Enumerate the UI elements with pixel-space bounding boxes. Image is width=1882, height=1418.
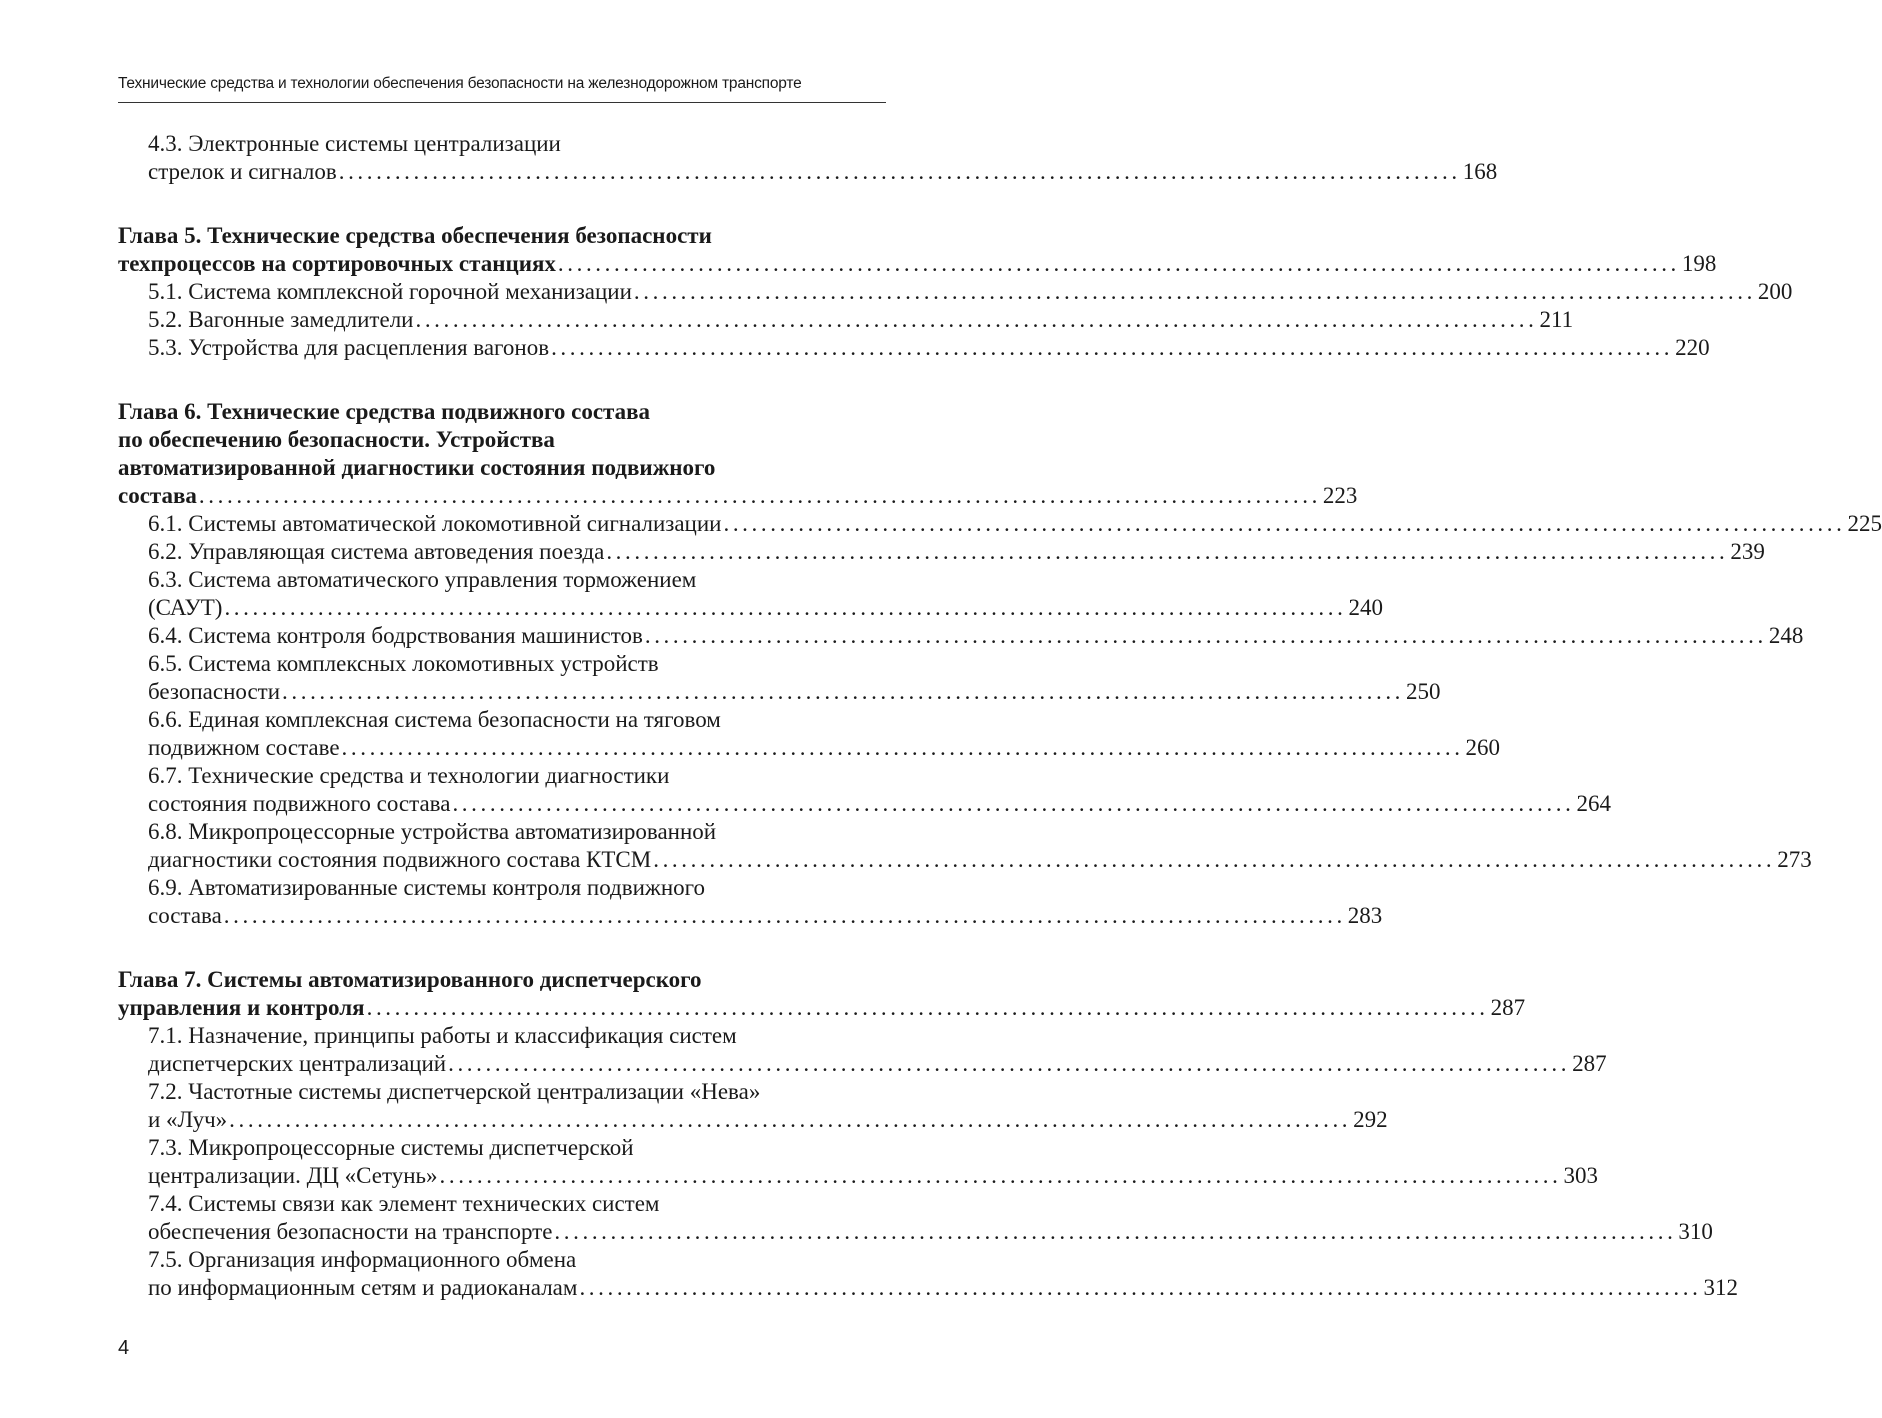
toc-entry-7-5-line1: 7.5. Организация информационного обмена (148, 1247, 577, 1272)
dot-leader: ........................................................................................................................ (633, 279, 1756, 304)
toc-page-number: 292 (1353, 1107, 1388, 1132)
toc-entry-title: стрелок и сигналов (148, 159, 337, 184)
toc-page-number: 223 (1322, 483, 1358, 508)
toc-entry-6-6[interactable] (118, 734, 1501, 762)
dot-leader: ........................................................................................................................ (366, 995, 1489, 1020)
toc-page-number: 250 (1406, 679, 1441, 704)
toc-entry-7-3[interactable] (118, 1162, 1598, 1190)
dot-leader: ........................................................................................................................ (198, 483, 1321, 508)
toc-entry-5-1[interactable] (118, 278, 1793, 306)
toc-entry-title: (САУТ) (148, 595, 223, 620)
toc-entry-6-9[interactable] (118, 902, 1383, 930)
toc-entry-7-1-line1: 7.1. Назначение, принципы работы и классификация систем (148, 1023, 737, 1048)
toc-entry-4-3-line1: 4.3. Электронные системы централизации (148, 131, 561, 156)
toc-entry-title: централизации. ДЦ «Сетунь» (148, 1163, 438, 1188)
toc-page-number: 200 (1757, 279, 1793, 304)
toc-chapter-title: управления и контроля (118, 995, 365, 1020)
dot-leader: ........................................................................................................................ (551, 335, 1674, 360)
toc-chapter-6[interactable] (118, 482, 1358, 510)
section-gap (118, 186, 884, 222)
dot-leader: ........................................................................................................................ (723, 511, 1846, 536)
dot-leader: ........................................................................................................................ (557, 251, 1680, 276)
dot-leader: ........................................................................................................................ (644, 623, 1767, 648)
toc-page-number: 198 (1681, 251, 1717, 276)
toc-entry-6-1[interactable] (118, 510, 1882, 538)
dot-leader: ........................................................................................................................ (606, 539, 1729, 564)
toc-entry-7-3-line1: 7.3. Микропроцессорные системы диспетчерской (148, 1135, 634, 1160)
toc-entry-title: по информационным сетям и радиоканалам (148, 1275, 578, 1300)
toc-entry-6-9-line1: 6.9. Автоматизированные системы контроля подвижного (148, 875, 705, 900)
toc-chapter-title: состава (118, 483, 197, 508)
toc-page-number: 239 (1730, 539, 1765, 564)
toc-entry-7-1[interactable] (118, 1050, 1607, 1078)
toc-entry-5-2[interactable] (118, 306, 1574, 334)
toc-page-number: 303 (1563, 1163, 1598, 1188)
toc-page-number: 220 (1675, 335, 1710, 360)
running-header: Технические средства и технологии обеспечения безопасности на железнодорожном транспорте (118, 75, 802, 92)
toc-entry-6-8-line1: 6.8. Микропроцессорные устройства автоматизированной (148, 819, 717, 844)
toc-entry-title: 5.3. Устройства для расцепления вагонов (148, 335, 550, 360)
toc-entry-5-3[interactable] (118, 334, 1710, 362)
toc-entry-4-3[interactable] (118, 158, 1498, 186)
section-gap (118, 930, 884, 966)
toc-page-number: 283 (1347, 903, 1383, 928)
toc-page-number: 225 (1847, 511, 1882, 536)
toc-entry-7-2[interactable] (118, 1106, 1388, 1134)
dot-leader: ........................................................................................................................ (452, 791, 1575, 816)
toc-page-number: 168 (1462, 159, 1498, 184)
toc-page-number: 248 (1768, 623, 1804, 648)
dot-leader: ........................................................................................................................ (282, 679, 1405, 704)
dot-leader: ........................................................................................................................ (224, 595, 1347, 620)
toc-entry-title: 5.2. Вагонные замедлители (148, 307, 414, 332)
toc-entry-6-5-line1: 6.5. Система комплексных локомотивных устройств (148, 651, 659, 676)
dot-leader: ........................................................................................................................ (229, 1107, 1352, 1132)
dot-leader: ........................................................................................................................ (579, 1275, 1702, 1300)
dot-leader: ........................................................................................................................ (448, 1051, 1571, 1076)
toc-entry-title: подвижном составе (148, 735, 340, 760)
toc-entry-6-5[interactable] (118, 678, 1441, 706)
toc-page-number: 273 (1777, 847, 1812, 872)
toc-entry-6-6-line1: 6.6. Единая комплексная система безопасности на тяговом (148, 707, 721, 732)
table-of-contents (118, 130, 1882, 1302)
toc-entry-7-4-line1: 7.4. Системы связи как элемент технических систем (148, 1191, 660, 1216)
toc-entry-title: и «Луч» (148, 1107, 228, 1132)
toc-entry-title: 6.2. Управляющая система автоведения поезда (148, 539, 605, 564)
toc-entry-title: 6.1. Системы автоматической локомотивной сигнализации (148, 511, 722, 536)
toc-entry-title: диагностики состояния подвижного состава КТСМ (148, 847, 652, 872)
page-number: 4 (118, 1337, 130, 1359)
toc-entry-title: 6.4. Система контроля бодрствования машинистов (148, 623, 643, 648)
toc-entry-title: обеспечения безопасности на транспорте (148, 1219, 553, 1244)
toc-page-number: 260 (1465, 735, 1501, 760)
toc-entry-title: диспетчерских централизаций (148, 1051, 447, 1076)
toc-page-number: 312 (1703, 1275, 1738, 1300)
toc-entry-title: 5.1. Система комплексной горочной механизации (148, 279, 632, 304)
toc-entry-7-5[interactable] (118, 1274, 1738, 1302)
toc-entry-6-8[interactable] (118, 846, 1812, 874)
toc-chapter-6-line3: автоматизированной диагностики состояния подвижного (118, 455, 716, 480)
toc-page-number: 240 (1348, 595, 1383, 620)
dot-leader: ........................................................................................................................ (554, 1219, 1677, 1244)
toc-chapter-5[interactable] (118, 250, 1717, 278)
dot-leader: ........................................................................................................................ (341, 735, 1464, 760)
toc-page-number: 264 (1576, 791, 1611, 816)
toc-page-number: 287 (1490, 995, 1526, 1020)
toc-page-number: 310 (1678, 1219, 1713, 1244)
toc-entry-7-2-line1: 7.2. Частотные системы диспетчерской централизации «Нева» (148, 1079, 761, 1104)
toc-entry-title: состава (148, 903, 222, 928)
toc-entry-6-2[interactable] (118, 538, 1765, 566)
header-rule (118, 102, 886, 103)
toc-chapter-5-line1: Глава 5. Технические средства обеспечения безопасности (118, 223, 712, 248)
toc-entry-6-7[interactable] (118, 790, 1611, 818)
toc-chapter-title: техпроцессов на сортировочных станциях (118, 251, 556, 276)
toc-chapter-7-line1: Глава 7. Системы автоматизированного диспетчерского (118, 967, 702, 992)
toc-chapter-6-line2: по обеспечению безопасности. Устройства (118, 427, 555, 452)
toc-entry-6-3[interactable] (118, 594, 1383, 622)
section-gap (118, 362, 884, 398)
toc-entry-7-4[interactable] (118, 1218, 1713, 1246)
toc-chapter-7[interactable] (118, 994, 1526, 1022)
toc-entry-6-4[interactable] (118, 622, 1804, 650)
toc-entry-title: состояния подвижного состава (148, 791, 451, 816)
dot-leader: ........................................................................................................................ (415, 307, 1538, 332)
dot-leader: ........................................................................................................................ (223, 903, 1346, 928)
toc-chapter-6-line1: Глава 6. Технические средства подвижного состава (118, 399, 651, 424)
toc-page-number: 211 (1539, 307, 1574, 332)
toc-entry-6-3-line1: 6.3. Система автоматического управления торможением (148, 567, 697, 592)
toc-page-number: 287 (1572, 1051, 1607, 1076)
dot-leader: ........................................................................................................................ (338, 159, 1461, 184)
toc-entry-6-7-line1: 6.7. Технические средства и технологии диагностики (148, 763, 670, 788)
dot-leader: ........................................................................................................................ (653, 847, 1776, 872)
dot-leader: ........................................................................................................................ (439, 1163, 1562, 1188)
toc-entry-title: безопасности (148, 679, 281, 704)
